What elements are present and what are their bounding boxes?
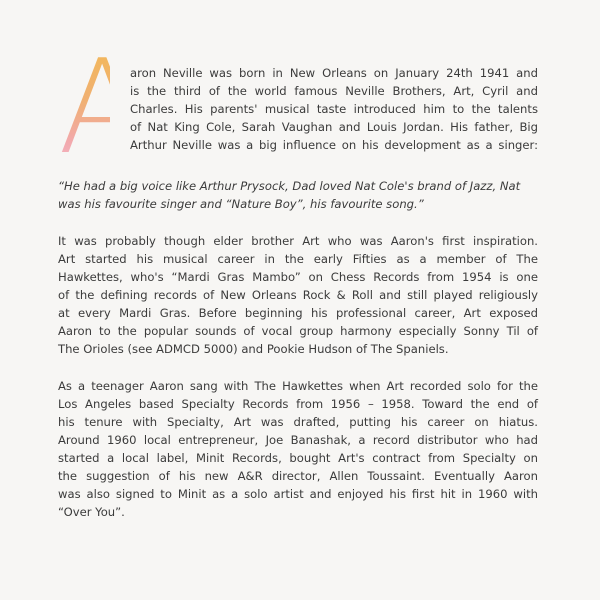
paragraph-line: Art started his musical career in the early Fifties as a member of The (58, 252, 538, 266)
paragraph-line: the suggestion of his new A&R director, Allen Toussaint. Eventually Aaron (58, 469, 538, 483)
paragraph-line: was also signed to Minit as a solo artist and enjoyed his first hit in 1960 with (58, 487, 538, 501)
paragraph-line: “Over You”. (58, 505, 125, 519)
intro-paragraph (130, 64, 538, 154)
paragraph-line: Los Angeles based Specialty Records from 1956 – 1958. Toward the end of (58, 397, 538, 411)
intro-line: aron Neville was born in New Orleans on January 24th 1941 and (130, 66, 538, 80)
paragraph-line: As a teenager Aaron sang with The Hawkettes when Art recorded solo for the (58, 379, 538, 393)
intro-line: is the third of the world famous Neville Brothers, Art, Cyril and (130, 84, 538, 98)
intro-line: of Nat King Cole, Sarah Vaughan and Louis Jordan. His father, Big (130, 120, 538, 134)
drop-cap-letter: A (58, 31, 143, 183)
quote-paragraph (58, 177, 538, 213)
paragraph-line: at every Mardi Gras. Before beginning his professional career, Art exposed (58, 306, 538, 320)
paragraph-art-inspiration (58, 232, 538, 358)
paragraph-line: It was probably though elder brother Art who was Aaron's first inspiration. (58, 234, 538, 248)
quote-line: “He had a big voice like Arthur Prysock, Dad loved Nat Cole's brand of Jazz, Nat (58, 179, 521, 193)
paragraph-line: Hawkettes, who's “Mardi Gras Mambo” on Chess Records from 1954 is one (58, 270, 538, 284)
quote-line: was his favourite singer and “Nature Boy”, his favourite song.” (58, 197, 424, 211)
paragraph-line: Aaron to the popular sounds of vocal group harmony especially Sonny Til of (58, 324, 538, 338)
paragraph-line: Around 1960 local entrepreneur, Joe Banashak, a record distributor who had (58, 433, 538, 447)
paragraph-teenage-career (58, 377, 538, 521)
intro-line: Arthur Neville was a big influence on his development as a singer: (130, 138, 538, 152)
paragraph-line: The Orioles (see ADMCD 5000) and Pookie Hudson of The Spaniels. (58, 342, 449, 356)
paragraph-line: started a local label, Minit Records, bought Art's contract from Specialty on (58, 451, 538, 465)
intro-line: Charles. His parents' musical taste introduced him to the talents (130, 102, 538, 116)
paragraph-line: his tenure with Specialty, Art was drafted, putting his career on hiatus. (58, 415, 538, 429)
paragraph-line: of the defining records of New Orleans Rock & Roll and still played religiously (58, 288, 538, 302)
